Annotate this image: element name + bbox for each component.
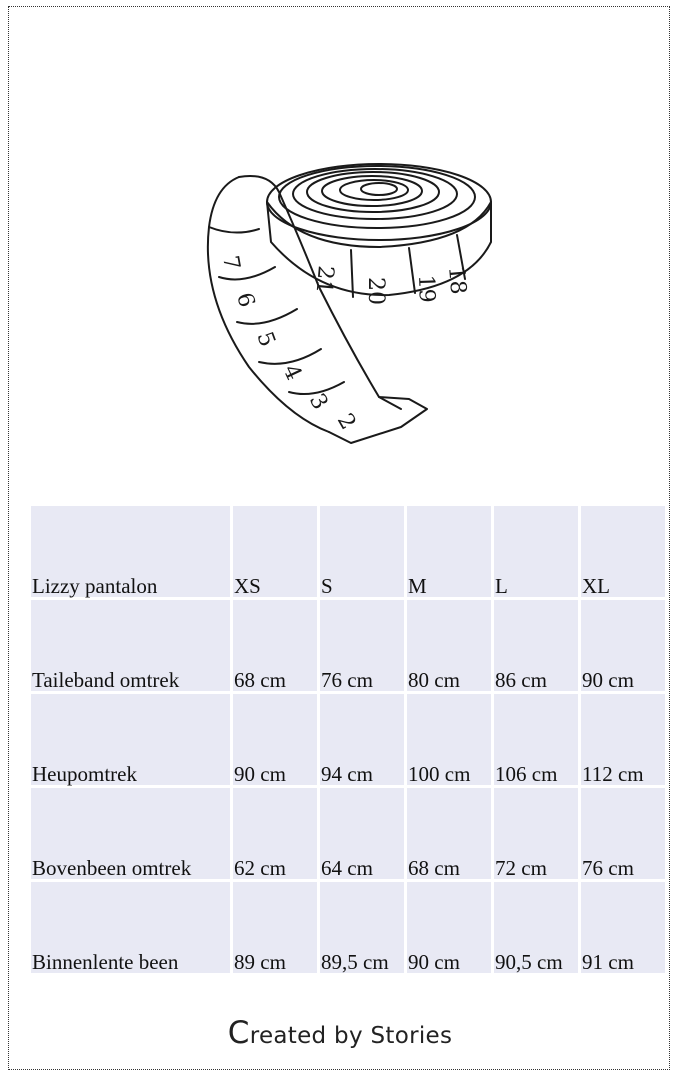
row-label: Binnenlente been [31,882,230,973]
table-cell: 90 cm [581,600,665,691]
table-cell: 64 cm [320,788,404,879]
size-chart-page [8,6,670,1070]
table-cell: 72 cm [494,788,578,879]
tape-number: 21 [310,264,338,295]
tape-number: 18 [443,265,471,296]
table-row [31,882,665,973]
size-header-m: M [407,506,491,597]
table-cell: 100 cm [407,694,491,785]
table-cell: 89 cm [233,882,317,973]
size-header-s: S [320,506,404,597]
measuring-tape-icon [179,147,471,457]
table-cell: 90 cm [407,882,491,973]
table-cell: 91 cm [581,882,665,973]
row-label: Taileband omtrek [31,600,230,691]
table-header-row [31,506,665,597]
table-row [31,694,665,785]
table-row [31,600,665,691]
tape-number: 6 [231,290,259,311]
table-cell: 68 cm [407,788,491,879]
tape-number: 5 [251,328,280,351]
brand-initial: C [227,1015,250,1051]
table-cell: 112 cm [581,694,665,785]
table-row [31,788,665,879]
table-cell: 80 cm [407,600,491,691]
table-cell: 90 cm [233,694,317,785]
brand-footer [9,1015,671,1051]
tape-number: 3 [303,389,333,415]
table-cell: 86 cm [494,600,578,691]
size-header-xl: XL [581,506,665,597]
brand-text: reated by Stories [249,1023,453,1049]
table-cell: 90,5 cm [494,882,578,973]
size-header-l: L [494,506,578,597]
table-cell: 106 cm [494,694,578,785]
tape-number: 20 [363,277,388,305]
row-label: Bovenbeen omtrek [31,788,230,879]
tape-number: 7 [217,253,245,272]
row-label: Heupomtrek [31,694,230,785]
table-cell: 89,5 cm [320,882,404,973]
table-cell: 76 cm [581,788,665,879]
tape-number: 4 [277,360,307,385]
tape-number: 19 [413,274,439,304]
table-cell: 94 cm [320,694,404,785]
size-table [28,503,668,976]
size-header-xs: XS [233,506,317,597]
table-cell: 62 cm [233,788,317,879]
table-cell: 68 cm [233,600,317,691]
table-cell: 76 cm [320,600,404,691]
product-name: Lizzy pantalon [31,506,230,597]
tape-number: 2 [331,409,361,435]
